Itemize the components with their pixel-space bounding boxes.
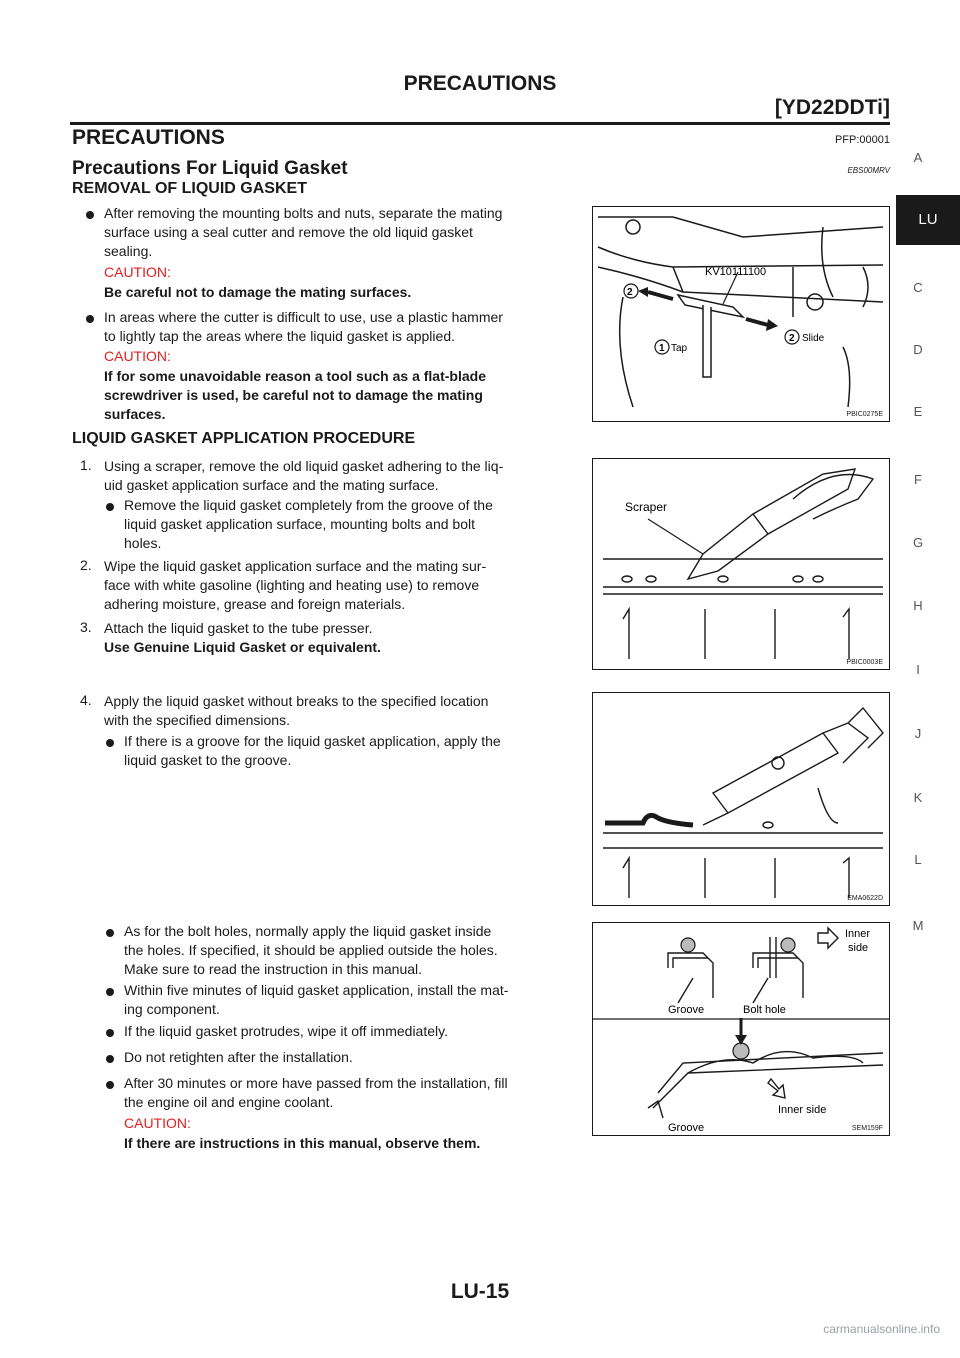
label-tap: Tap [671, 343, 688, 354]
figure-groove-bolt-hole [592, 922, 890, 1136]
bullet-thirty-minutes: After 30 minutes or more have passed from the installation, fill the engine oil and engine coolant. [124, 1075, 508, 1110]
label-num-2b: 2 [789, 333, 795, 344]
bullet-icon [106, 739, 114, 747]
scraper-illustration [593, 459, 889, 669]
bullet-icon [106, 988, 114, 996]
subsection-title: Precautions For Liquid Gasket [72, 158, 348, 179]
tab-e[interactable]: E [913, 404, 923, 419]
tab-m[interactable]: M [912, 918, 924, 933]
figure-scraper [592, 458, 890, 670]
step-number: 4. [80, 692, 92, 708]
label-groove-2: Groove [668, 1122, 705, 1134]
bullet-icon [106, 1029, 114, 1037]
caution-text: If there are instructions in this manual, observe them. [124, 1135, 481, 1151]
label-groove: Groove [668, 1004, 705, 1016]
label-bolt-hole: Bolt hole [743, 1004, 786, 1016]
label-side: side [848, 942, 869, 954]
caution-label: CAUTION: [124, 1115, 191, 1131]
step-4-bullet: If there is a groove for the liquid gasket application, apply the liquid gasket to the groove. [124, 733, 501, 768]
tab-k[interactable]: K [913, 790, 923, 805]
watermark: carmanualsonline.info [823, 1322, 940, 1336]
tab-c[interactable]: C [913, 280, 923, 295]
tool-number: KV10111100 [705, 266, 767, 278]
figure-code: EMA0622D [847, 895, 883, 902]
section-title: PRECAUTIONS [72, 126, 225, 149]
figure-code: PBIC0003E [846, 659, 883, 666]
figure-tube-presser [592, 692, 890, 906]
label-num-1: 1 [659, 343, 665, 354]
bullet-icon [86, 315, 94, 323]
application-title: LIQUID GASKET APPLICATION PROCEDURE [72, 430, 416, 447]
label-slide: Slide [802, 333, 825, 344]
label-inner-side: Inner side [778, 1104, 827, 1116]
bullet-icon [106, 1081, 114, 1089]
step-3: Attach the liquid gasket to the tube presser. [104, 620, 373, 636]
step-4: Apply the liquid gasket without breaks to the specified location with the specified dimensions. [104, 693, 489, 728]
tab-i[interactable]: I [916, 662, 920, 677]
caution-label: CAUTION: [104, 348, 171, 364]
label-num-2a: 2 [627, 287, 633, 298]
header-title: PRECAUTIONS [403, 72, 557, 95]
bullet-icon [106, 503, 114, 511]
bullet-icon [86, 211, 94, 219]
groove-illustration [593, 923, 889, 1135]
bullet-bolt-holes: As for the bolt holes, normally apply the liquid gasket inside the holes. If specified, it should be applied outside the holes. Make sure to read the instruction in this manual. [124, 923, 498, 977]
step-number: 2. [80, 557, 92, 573]
removal-bullet-2: In areas where the cutter is difficult to use, use a plastic hammer to lightly tap the areas where the liquid gasket is applied. [104, 309, 503, 344]
figure-seal-cutter [592, 206, 890, 422]
step-number: 1. [80, 457, 92, 473]
label-scraper: Scraper [625, 500, 668, 514]
tab-g[interactable]: G [912, 535, 924, 550]
label-inner: Inner [845, 928, 871, 940]
bullet-protrudes: If the liquid gasket protrudes, wipe it off immediately. [124, 1023, 448, 1039]
removal-bullet-1: After removing the mounting bolts and nuts, separate the mating surface using a seal cutter and remove the old liquid gasket sealing. [104, 205, 503, 259]
header-model: [YD22DDTi] [774, 96, 890, 119]
step-number: 3. [80, 619, 92, 635]
caution-text: Be careful not to damage the mating surfaces. [104, 284, 412, 300]
subsection-code: EBS00MRV [847, 166, 890, 175]
section-code: PFP:00001 [834, 134, 890, 146]
caution-text: If for some unavoidable reason a tool such as a flat-blade screwdriver is used, be careful not to damage the mating surfaces. [104, 368, 486, 422]
tab-f[interactable]: F [914, 472, 922, 487]
tab-lu[interactable]: LU [896, 195, 960, 245]
figure-code: PBIC0275E [846, 411, 883, 418]
tab-d[interactable]: D [913, 342, 923, 357]
step-2: Wipe the liquid gasket application surface and the mating sur- face with white gasoline (lighting and heating use) to remove adhering moisture, grease and foreign materials. [104, 558, 487, 612]
bullet-five-minutes: Within five minutes of liquid gasket application, install the mat- ing component. [124, 982, 509, 1017]
caution-label: CAUTION: [104, 264, 171, 280]
page-number: LU-15 [450, 1280, 510, 1303]
header-rule [70, 122, 890, 125]
tab-a[interactable]: A [913, 150, 923, 165]
bullet-icon [106, 1055, 114, 1063]
figure-code: SEM159F [851, 1125, 883, 1132]
bullet-retighten: Do not retighten after the installation. [124, 1049, 353, 1065]
removal-title: REMOVAL OF LIQUID GASKET [72, 180, 307, 197]
step-1: Using a scraper, remove the old liquid gasket adhering to the liq- uid gasket application surface and the mating surface. [104, 458, 504, 493]
tab-l[interactable]: L [914, 852, 922, 867]
step-1-bullet: Remove the liquid gasket completely from the groove of the liquid gasket application surface, mounting bolts and bolt holes. [124, 497, 493, 551]
seal-cutter-illustration [593, 207, 889, 421]
tab-h[interactable]: H [913, 598, 923, 613]
tab-j[interactable]: J [914, 726, 922, 741]
tube-presser-illustration [593, 693, 889, 905]
step-3-note: Use Genuine Liquid Gasket or equivalent. [104, 639, 381, 655]
bullet-icon [106, 929, 114, 937]
